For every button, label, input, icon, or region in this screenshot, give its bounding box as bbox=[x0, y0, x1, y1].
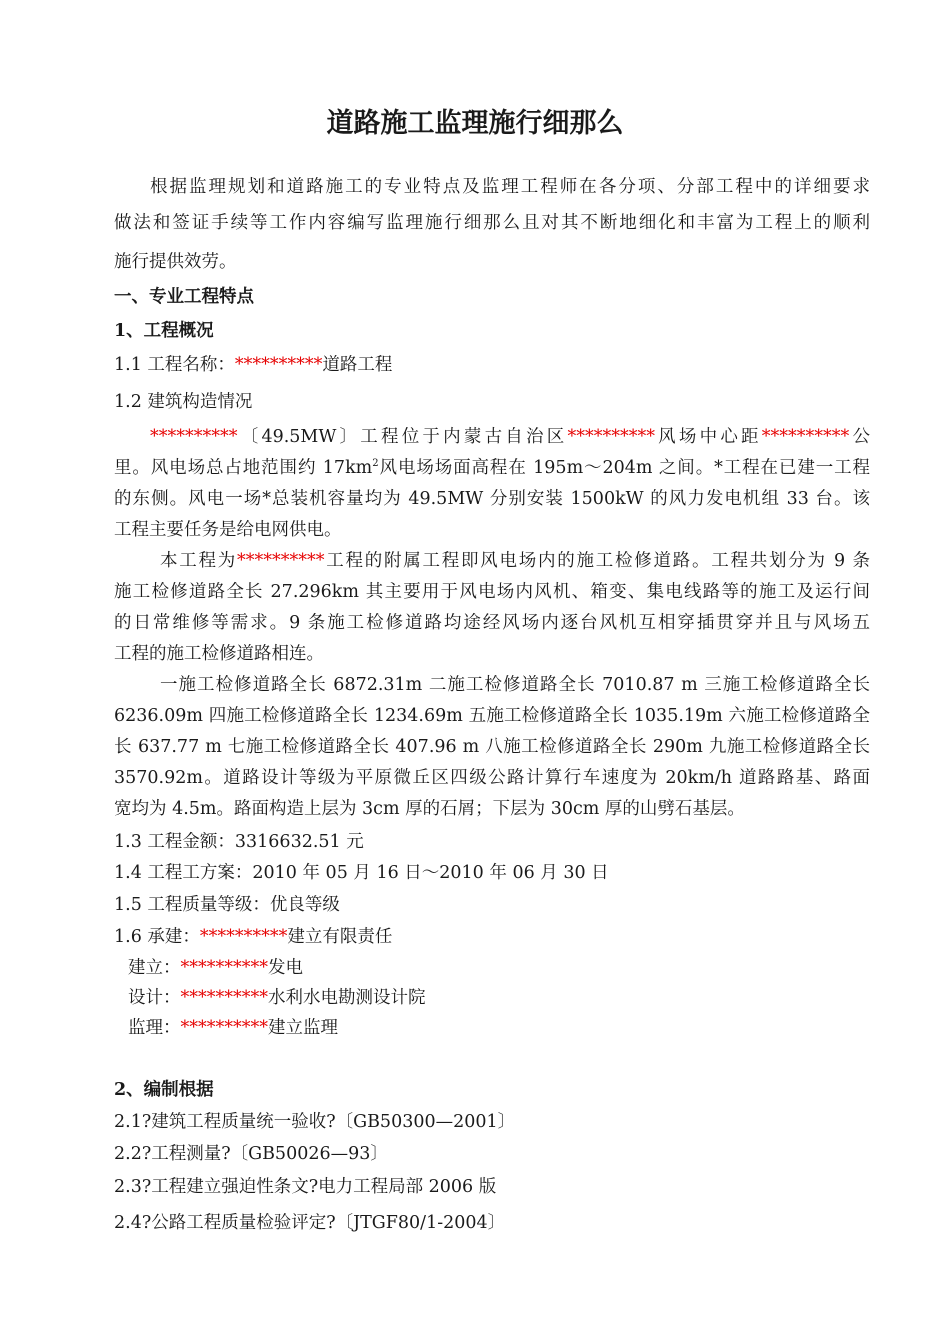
para-line: 施工检修道路全长 27.296km 其主要用于风电场内风机、箱变、集电线路等的施工及运行间 bbox=[114, 582, 870, 602]
para-line: 6236.09m 四施工检修道路全长 1234.69m 五施工检修道路全长 1035.19m 六施工检修道路全 bbox=[114, 706, 870, 726]
designer-line bbox=[128, 985, 884, 1011]
redacted-mask: ********** bbox=[567, 427, 655, 447]
project-schedule: 1.4 工程工方案：2010 年 05 月 16 日～2010 年 06 月 30 日 bbox=[114, 863, 609, 883]
para-line: 工程的施工检修道路相连。 bbox=[114, 644, 324, 664]
field-value: 道路工程 bbox=[322, 355, 393, 375]
reference-item: 2.1?建筑工程质量统一验收?〔GB50300—2001〕 bbox=[114, 1112, 516, 1132]
page-title: 道路施工监理施行细那么 bbox=[326, 108, 624, 139]
para-line: 长 637.77 m 七施工检修道路全长 407.96 m 八施工检修道路全长 290m 九施工检修道路全长 bbox=[114, 737, 870, 757]
superscript: 2 bbox=[372, 458, 379, 470]
field-label: 1.1 工程名称： bbox=[114, 355, 235, 375]
para-line: 的东侧。风电一场*总装机容量均为 49.5MW 分别安装 1500kW 的风力发电机组 33 台。该 bbox=[114, 489, 870, 509]
contractor-line bbox=[114, 924, 870, 950]
subsection-heading: 2、编制根据 bbox=[114, 1080, 214, 1100]
para-text: 工程的附属工程即风电场内的施工检修道路。工程共划分为 9 条 bbox=[324, 551, 870, 571]
owner-line bbox=[128, 955, 884, 981]
para-line: 一施工检修道路全长 6872.31m 二施工检修道路全长 7010.87 m 三施工检修道路全长 bbox=[160, 675, 870, 695]
para-text: 公 bbox=[849, 427, 871, 447]
para-line: 工程主要任务是给电网供电。 bbox=[114, 520, 342, 540]
para-line bbox=[150, 424, 870, 450]
project-name-line bbox=[114, 352, 870, 378]
supervisor-line bbox=[128, 1015, 884, 1041]
intro-line: 做法和签证手续等工作内容编写监理施行细那么且对其不断地细化和丰富为工程上的顺利 bbox=[114, 213, 870, 233]
reference-item: 2.3?工程建立强迫性条文?电力工程局部 2006 版 bbox=[114, 1177, 497, 1197]
para-line: 的日常维修等需求。9 条施工检修道路均途经风场内逐台风机互相穿插贯穿并且与风场五 bbox=[114, 613, 870, 633]
section-heading: 一、专业工程特点 bbox=[114, 287, 254, 307]
field-value: 建立监理 bbox=[268, 1018, 338, 1038]
redacted-mask: ********** bbox=[761, 427, 850, 447]
field-value: 建立有限责任 bbox=[287, 927, 393, 947]
redacted-mask: ********** bbox=[199, 927, 288, 947]
field-label: 1.6 承建： bbox=[114, 927, 200, 947]
redacted-mask: ********** bbox=[150, 427, 238, 447]
field-value: 发电 bbox=[268, 958, 303, 978]
structure-heading: 1.2 建筑构造情况 bbox=[114, 392, 253, 412]
redacted-mask: ********** bbox=[180, 1018, 268, 1038]
para-text: 本工程为 bbox=[160, 551, 237, 571]
field-label: 设计： bbox=[128, 988, 181, 1008]
reference-item: 2.4?公路工程质量检验评定?〔JTGF80/1-2004〕 bbox=[114, 1213, 506, 1233]
redacted-mask: ********** bbox=[180, 958, 268, 978]
field-value: 水利水电勘测设计院 bbox=[268, 988, 426, 1008]
para-line: 3570.92m。道路设计等级为平原微丘区四级公路计算行车速度为 20km/h 道路路基、路面 bbox=[114, 768, 870, 788]
redacted-mask: ********** bbox=[234, 355, 323, 375]
redacted-mask: ********** bbox=[237, 551, 325, 571]
field-label: 建立： bbox=[128, 958, 181, 978]
quality-grade: 1.5 工程质量等级：优良等级 bbox=[114, 895, 340, 915]
subsection-heading: 1、工程概况 bbox=[114, 321, 214, 341]
para-text: 风场中心距 bbox=[654, 427, 762, 447]
project-amount: 1.3 工程金额：3316632.51 元 bbox=[114, 832, 364, 852]
para-text: 里。风电场总占地范围约 17km bbox=[114, 458, 373, 478]
intro-line: 施行提供效劳。 bbox=[114, 252, 237, 272]
para-text: 〔49.5MW〕工程位于内蒙古自治区 bbox=[237, 427, 568, 447]
intro-line: 根据监理规划和道路施工的专业特点及监理工程师在各分项、分部工程中的详细要求 bbox=[150, 177, 870, 197]
para-line bbox=[114, 455, 870, 481]
para-line: 宽均为 4.5m。路面构造上层为 3cm 厚的石屑；下层为 30cm 厚的山劈石基层。 bbox=[114, 799, 745, 819]
para-text: 风电场场面高程在 195m～204m 之间。*工程在已建一工程 bbox=[378, 458, 871, 478]
field-label: 监理： bbox=[128, 1018, 181, 1038]
redacted-mask: ********** bbox=[180, 988, 268, 1008]
reference-item: 2.2?工程测量?〔GB50026—93〕 bbox=[114, 1144, 388, 1164]
para-line bbox=[160, 548, 870, 574]
